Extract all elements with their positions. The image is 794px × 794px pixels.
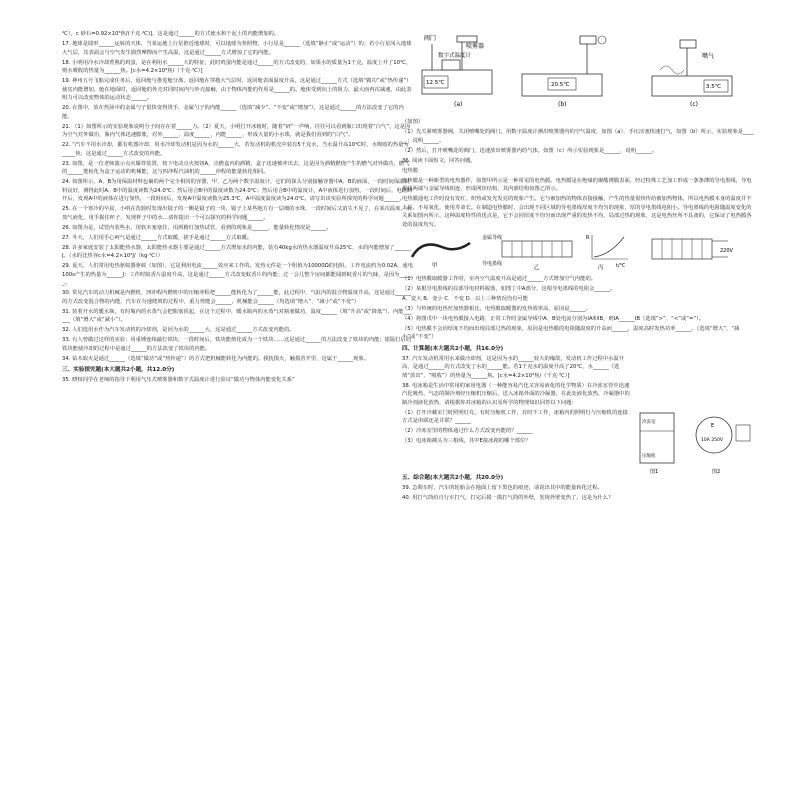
question-q21: 21. （1）如图所示的实验现象说明分子间存在着______力。（2）夏天，小明打开冰箱时，随着“砰”一声响，往往可以看到瓶口出现着“白气”，这是因为空气对外做功，瓶内气体迅速膨胀，对外______，温度______，内能______，形成大量的小水珠，就是我们看到的“白气”。 — [62, 123, 411, 138]
plug-body-icon — [736, 425, 750, 441]
question-q28: 28. 许多家庭安装了太阳能热水器，太阳能热水器主要是通过______方式增加水的内能，装有40kg水的热水器温度升高25℃，水的内能增加了______J。（水的比热容c水=4.2×10³J/（kg·℃）） — [62, 244, 411, 259]
question-q36h: 电热膜 — [402, 167, 418, 174]
fig-bing: 丙 — [598, 264, 604, 271]
ink-grid — [502, 241, 572, 257]
reading-a: 12.5℃ — [426, 80, 445, 86]
left-question-list — [62, 30, 414, 363]
question-q35d: （2）然后，打开喷嘴处的阀门，迅速放出喷雾器内的气体，如图（c）所示实验现象是______，说明______。 — [402, 147, 658, 154]
label-compressor: 压缩机 — [642, 453, 656, 459]
label-cold-room: 冷冻室 — [642, 419, 656, 425]
question-q36p2: 电热膜通电工作时没有发红、炽热或发光发亮的现象产生。它与被加热的物体直接接触，产生的热量很快传给被加热物体，所以电热膜本身的温度并不太高，不易氧化，使用寿命长。在制造电热膜时，会出现不同区域的导电墨线厚度不均匀的现象，厚的导电墨线电阻小。导电墨线的电阻随温度变化的关系如图丙所示，这种温度特性的优点是，它不会因厚度不均匀而出现严重的发热不均、局部过热的现象，这是电热丝所不具备的，它保证了电热膜各处的温度均匀。 — [402, 196, 752, 228]
label-sprayer: 喷雾器 — [466, 43, 485, 50]
question-q27: 27. 冬天，人们用手心呵气是通过______方式取暖，搓手是通过______方式取暖。 — [62, 234, 253, 241]
question-q25: 25. 在一个寒冷的早晨，小明在洗脸时发现出镜子的一侧是镜子的一块，镜子上某些地方有一层细的水珠，一段时间后又消失不见了，在某次温度、水蒸气液化，用手握住杯子，发现杯子中的水…请你提出一个可以探究的科学问题______。 — [62, 206, 412, 221]
fig-1: 图1 — [650, 468, 659, 475]
heating-film-figure — [402, 231, 754, 275]
label-metal-wire: 金属导线 — [482, 234, 503, 241]
gas-out-icon — [660, 66, 684, 74]
label-valve: 阀门 — [424, 35, 437, 42]
heating-film-diagram — [402, 231, 752, 271]
question-q26: 26. 如图为是，试管内装些水，用软木塞塞住，用酒精灯加热试管，看到的现象是______，能量转化情况是______。 — [62, 224, 332, 231]
question-q39: 39. 急刹车时，汽车的轮胎会在地面上留下黑色的痕迹，请说出其中的能量转化过程。 — [402, 484, 603, 491]
sprayer-figure — [402, 30, 754, 118]
question-q36q5: （5）电热膜不会因厚度不均而出现局部过热的现象，原因是电热膜的电阻随温度的升高而______，温度高时发热功率______。（选填“增大”、“减小”或“不变”） — [402, 325, 740, 340]
pump-c — [680, 40, 696, 48]
question-q24: 24. 如图所示，A、B为用保温材料包裹的两个完全相同的容器，甲、乙为两个数字温度计，它们的探头分别接触容器中A、B的液面，一段时间保温材料良好，测得此时A、B中的温度读数为24.0℃；然后用合B中的温度读数为24.0℃；然后用合B中的温度计，A中液体进行加热，一段时间后，电路断开后，发现A中的液体在进行加热，一段时间后，发现A中温度读数为25.3℃，A中温度温度读为24.0℃。请写出该实验所探究的科学问题______。 — [62, 179, 413, 202]
question-q18: 18. 小明用冷水冷却煮熟的鸡蛋，是在利用水______大的特征，此时鸡蛋内能是通过______的方式改变的，如果水的质量为1千克，温度上升了10℃，则水吸收的热量为______焦。[c水=4.2×10³焦/（千克·℃）] — [62, 59, 412, 74]
axis-t: t/℃ — [616, 262, 626, 269]
question-q17: 17. 地球是圆形______运转的天体，当某运地上行星推近地球时，可以地球为参照物，小行星是______（选填“静止”或“运动”）的；若小行星闯入地球大气层，其表面会与空气发生剧烈摩擦而产生高温，这是通过______方式增加了它的内能。 — [62, 41, 412, 56]
plug-e: E — [711, 422, 715, 429]
left-column — [62, 30, 414, 770]
calc-block — [402, 355, 754, 475]
caption-c: (c) — [690, 101, 698, 108]
question-q38q2: （2）冷冻室里的物体通过什么方式改变内能的？______ — [402, 428, 533, 434]
question-q31: 31. 装着开水的暖水瓶，有时瓶内的水蒸气会把瓶塞顶起，在这个过程中，暖水瓶内的水蒸气对瓶塞做功，温度______（填“升高”或“降低”），内能______（填“增大”或“减小”）。 — [62, 308, 412, 323]
right-question-list-4 — [402, 484, 754, 503]
question-q30: 30. 常见汽车的动力机械是内燃机，四冲程内燃机中的压缩冲程把______能转化为了______能，此过程中，气缸内的混合物温度升高，这是通过______的方式改变混合物的内能，汽车在匀速爬坡的过程中，重力势能会______，机械能会______（均选填“增大”、“减小”或“不变”） — [62, 290, 412, 305]
right-question-list-2 — [402, 275, 754, 342]
question-q36q2o: A．变大 B．变小 C．不变 D．以上三种情况均有可能 — [402, 295, 529, 302]
section-5-title: 五、综合题(本大题共2小题，共20.0分) — [402, 474, 504, 481]
pump-a — [457, 36, 477, 42]
pump-b — [580, 36, 596, 44]
question-q40: 40. 用打气筒给自行车打气，打完后摸一摸打气筒的外壁，发现外壁变热了，这是为什么？ — [402, 494, 614, 501]
plug-info: 10A 250V — [701, 437, 723, 443]
fridge-diagram — [634, 407, 754, 477]
question-q38: 38. 电冰箱是生活中常用的家用电器（一种能容易汽化又容易液化的化学物质）在冷冻室管中迅速汽化吸热，气态的制冷剂经压缩机压缩后，送入冰箱外面的冷凝器，在此处液化放热，冷凝器中的制冷剂液化放热，请根据你对冰箱的认识及所学的物理知识回答以下问题： — [402, 382, 630, 406]
fig-yi: 乙 — [534, 264, 540, 271]
question-35-intro: 35. 晓权同学在老师的指导下利用气压式喷雾器和数字式温度计进行验证“做功与物体内能变化关系” — [62, 377, 295, 383]
question-q33: 33. 有人曾做过这样的实验：用重锤连续敲打铁块，一段时间后，铁块能熔化成为一个铁块……这是通过______的方法改变了铁块的内能；银版打后的铁块能使冷却的过程中是通过______的方法改变了铁块的内能。 — [62, 337, 412, 352]
label-thermometer: 数字式温度计 — [438, 53, 472, 59]
question-q37: 37. 汽车发动机常用水来做冷却剂，这是因为水的______较大的缘故，发动机工作过程中水温升高，是通过______的方式改变了水的______能。若1千克水的温度升高了20℃，水______（选填“放出”、“吸收”）的热量为______焦。[c水=4.2×10³焦/（千克·℃）] — [402, 355, 624, 379]
caption-a: (a) — [454, 101, 463, 108]
question-q19: 19. 神州五号飞船完成任务后，返回舱与推进舱分离，返回舱在穿越大气层时，返回舱表面温度升高，这是通过______方式（选填“做功”或“热传递”）使其内能增加，舱在地面时，返回舱的外壳对同时间内与外壳接触，由于物体内能的作用是______的。舱体受到向上的阻力，最大而再次减速，由此表明力可以改变物体的运动状态______。 — [62, 78, 412, 101]
sprayer-diagram — [402, 30, 752, 114]
reading-b: 20.5℃ — [551, 82, 570, 88]
question-q16b: ℃），c 砂石=0.92×10³焦/(千克·℃)]，这是通过______的方式使水和干泥土的内能增加的。 — [62, 31, 280, 37]
question-q22: 22. “汽车不用水冷却，都有机器冷却，用水冷却发动机是因为水的______大，若发动机的机壳中装有5千克水，当水温升高10℃时，水吸收的热量为______焦；这是通过______方式改变的内能。 — [62, 142, 412, 157]
question-q38q3: （3）电冰箱插头为三根线，其中E接冰箱的哪个部位？ — [402, 438, 531, 444]
label-ink-line: 导电墨线 — [482, 260, 503, 267]
axis-r: R — [586, 234, 590, 241]
right-question-list-3 — [402, 355, 632, 446]
question-q20: 20. 在图中，放在热汤中的金属勺子很快变得烫手，金属勺子的内能______（选填“减少”、“不变”或“增加”），这是通过______的方法改变了它的内能。 — [62, 105, 404, 120]
section-3-title: 三、实验探究题(本大题共2小题，共12.0分) — [62, 367, 175, 373]
question-q36q4: （4）将图戊中一块电热膜接入电路，正常工作时金属导线中A、B处电流分别为IA和IB，则IA______IB（选填“>”、“<”或“=”）。 — [402, 315, 705, 322]
question-q29: 29. 夏天，人们常用电热驱蚊器驱蚊（如图），它是利用电流______效应来工作的。发热元件是一个阻值为10000Ω的电阻，工作电流约为0.02A，通电100s产生的热量为______J；工作时蚊香片温度升高，这是通过______方式改变蚊香片的内能；过一会儿整个房间都能闻到蚊香片的气味，是因为______。 — [62, 263, 413, 286]
right-column — [402, 30, 754, 770]
resistance-curve — [594, 237, 624, 257]
question-q36q3: （3）与传统的电热丝加热器相比，电热膜取暖器的发热效率高，原因是______。 — [402, 305, 591, 312]
right-question-list-1 — [402, 118, 754, 229]
question-q23: 23. 如图，是一位老师演示点火爆炸装置，按下电动点火按钮A，点燃盒内的酒精，盒子迅速被冲出去，这是因为酒精燃烧产生的燃气对外做功，燃气的______能转化为盒子运动的机械能，这与四冲程汽油机的______冲程的能量转化相同。 — [62, 160, 410, 175]
caption-b: (b) — [558, 101, 567, 108]
question-q38q1: （1）打开冷藏室门时照明灯亮，有时压缩机工作，有时不工作，冰箱内的照明灯与压缩机的连接方式是串联还是并联？______ — [402, 409, 628, 424]
display-a — [442, 60, 460, 70]
question-q36p1: 电热膜是一种新型的电热器件，如图甲所示是一种常见的电热膜。电热膜是在绝缘的聚酯薄膜表面，经过特殊工艺加工形成一条条薄的导电墨线，导电墨线两端与金属导线相连，形成网状结构，其内部结构如图乙所示。 — [402, 177, 752, 192]
film-roll-icon — [412, 243, 470, 257]
question-q36q1: （1）电热膜取暖器工作时，室内空气温度升高是通过______方式增加空气内能的。 — [402, 275, 597, 282]
fig-jia: 甲 — [432, 262, 438, 269]
question-q36: 36. 阅读下面短文，回答问题。 — [402, 157, 476, 164]
hand-icon — [598, 36, 606, 44]
question-q35c: （1）先关紧喷雾器阀，关闭喷嘴处的阀门，用数字温度计测出喷雾器内的空气温度，如图（a），手压活塞快速打气，如图（b）所示，实验现象是______；说明______。 — [402, 129, 754, 144]
question-q34: 34. 钻木取火是通过______（选填“做功”或“热传递”）的方式把机械能转化为内能的。我抚摸火，触摸香开里，这属于______现象。 — [62, 355, 370, 362]
label-nozzle: 嘴气 — [702, 53, 715, 60]
reading-c: 3.5℃ — [706, 84, 721, 90]
fig-2: 图2 — [712, 468, 721, 475]
question-q36q2: （2）某根导电墨线的局部导电材料脱落，如图丁中A部分，这根导电墨线的电阻会______。 — [402, 285, 616, 292]
question-q35b: （如图） — [402, 119, 424, 125]
question-q32: 32. 人们选用水作为汽车发动机的冷却剂，是因为水的______大，这是通过______方式改变内能的。 — [62, 327, 295, 333]
section-4-title: 四、计算题(本大题共2小题，共16.0分) — [402, 345, 504, 352]
label-voltage: 220V — [720, 247, 733, 254]
